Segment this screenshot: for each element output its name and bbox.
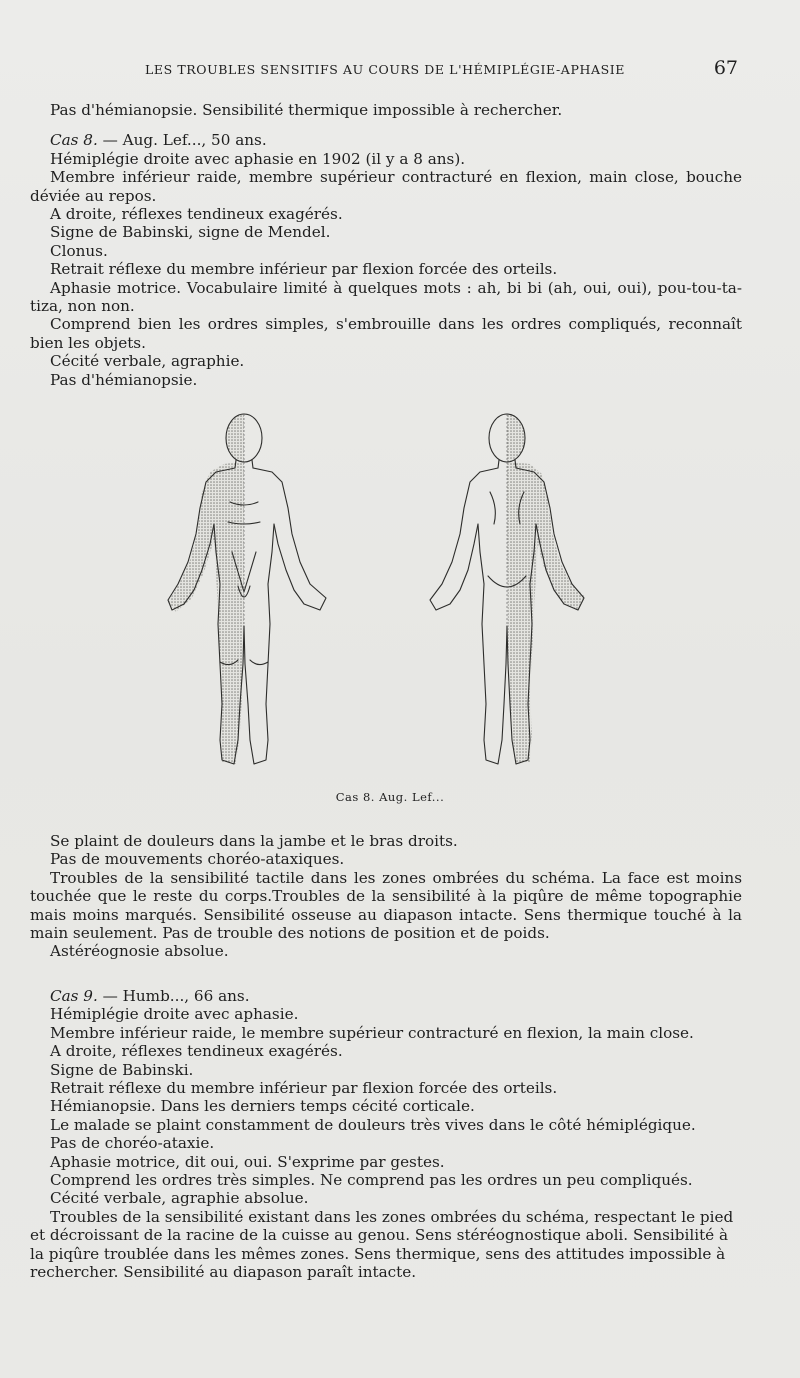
case-8-findings [30, 832, 742, 961]
case-9-line: Hémiplégie droite avec aphasie. [50, 1005, 299, 1024]
case-8-finding: Se plaint de douleurs dans la jambe et le bras droits. [50, 832, 458, 850]
case-9-line: Signe de Babinski. [50, 1060, 194, 1079]
anterior-left-leg [244, 524, 274, 764]
case-8-text [30, 101, 742, 389]
case-9-heading [30, 987, 742, 1005]
figure-caption: Cas 8. Aug. Lef... [335, 790, 445, 804]
case-8-finding: Astéréognosie absolue. [50, 942, 229, 961]
case-9-line: Cécité verbale, agraphie absolue. [50, 1189, 309, 1208]
case-8-line: Membre inférieur raide, membre supérieur contracturé en flexion, main close, bouche déviée au repos. [30, 168, 742, 205]
case-9-patient: — Humb..., 66 ans. [97, 987, 250, 1005]
page-number: 67 [713, 57, 738, 79]
body-schema-svg [150, 412, 630, 784]
case-9-line: Comprend les ordres très simples. Ne comprend pas les ordres un peu compliqués. [50, 1171, 693, 1190]
case-8-finding: Troubles de la sensibilité tactile dans les zones ombrées du schéma. La face est moins touchée que le reste du corps.Troubles de la sensibilité à la piqûre de même topographie mais moins marqués. Sensibilité osseuse au diapason intacte. Sens thermique touché à la main seulement. Pas de trouble des notions de position et de poids. [30, 868, 742, 943]
case-9-line: Troubles de la sensibilité existant dans les zones ombrées du schéma, respectant le pied et décroissant de la racine de la cuisse au genou. Sens stéréognostique aboli. Sensibilité à la piqûre troublée dans les mêmes zones. Sens thermique, sens des attitudes impossible à rechercher. Sensibilité au diapason paraît intacte. [30, 1207, 734, 1282]
case-8-patient: — Aug. Lef..., 50 ans. [97, 131, 267, 150]
case-9-label: Cas 9. [50, 987, 98, 1005]
case-9-text [30, 987, 742, 1282]
case-9-line: Pas de choréo-ataxie. [50, 1134, 215, 1153]
posterior-left-arm [430, 468, 498, 610]
case-8-label: Cas 8. [50, 131, 98, 150]
posterior-left-leg [478, 524, 507, 764]
case-9-line: Aphasie motrice, dit oui, oui. S'exprime par gestes. [50, 1152, 445, 1171]
case-7-conclusion: Pas d'hémianopsie. Sensibilité thermique impossible à rechercher. [50, 101, 563, 119]
page-header [130, 57, 740, 82]
case-8-line: Aphasie motrice. Vocabulaire limité à quelques mots : ah, bi bi (ah, oui, oui), pou-tou-ta-tiza, non non. [30, 278, 742, 316]
case-9-line: Membre inférieur raide, le membre supérieur contracturé en flexion, la main close. [50, 1023, 694, 1042]
anterior-body-figure [168, 414, 326, 764]
case-8-heading [30, 131, 742, 149]
case-8-line: Cécité verbale, agraphie. [50, 352, 245, 371]
posterior-body-figure [430, 414, 584, 764]
case-9-line: Retrait réflexe du membre inférieur par flexion forcée des orteils. [50, 1079, 558, 1098]
case-8-line: Clonus. [50, 241, 108, 260]
case-8-line: Signe de Babinski, signe de Mendel. [50, 223, 331, 242]
case-8-line: Hémiplégie droite avec aphasie en 1902 (il y a 8 ans). [50, 149, 466, 168]
case-8-line: Comprend bien les ordres simples, s'embrouille dans les ordres compliqués, reconnaît bien les objets. [30, 315, 742, 352]
case-8-finding: Pas de mouvements choréo-ataxiques. [50, 850, 345, 869]
case-9-line: A droite, réflexes tendineux exagérés. [50, 1042, 343, 1061]
anterior-left-arm [253, 468, 326, 610]
running-title: LES TROUBLES SENSITIFS AU COURS DE L'HÉMIPLÉGIE-APHASIE [144, 62, 626, 77]
case-8-line: Retrait réflexe du membre inférieur par flexion forcée des orteils. [50, 260, 558, 279]
case-9-line: Hémianopsie. Dans les derniers temps cécité corticale. [50, 1097, 475, 1116]
case-8-line: Pas d'hémianopsie. [50, 370, 198, 389]
case-8-line: A droite, réflexes tendineux exagérés. [50, 205, 343, 224]
case-9-line: Le malade se plaint constamment de douleurs très vives dans le côté hémiplégique. [50, 1115, 696, 1134]
body-schema-figure [150, 412, 630, 784]
